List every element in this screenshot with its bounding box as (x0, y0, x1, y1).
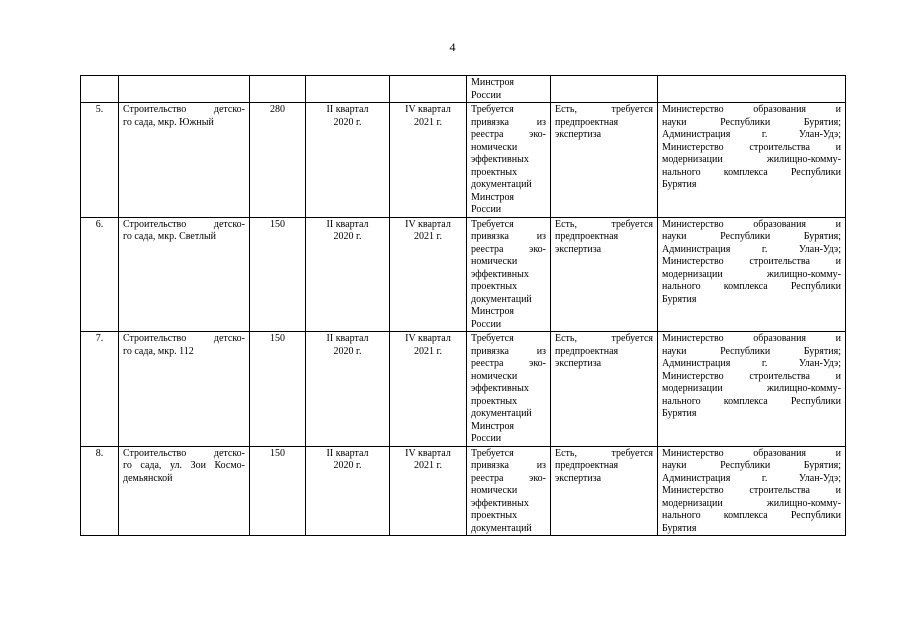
cell-text-line: 2020 г. (333, 116, 362, 128)
cell-name (119, 332, 250, 447)
cell-text-line: номически (471, 370, 518, 382)
cell-text-line: IV квартал (405, 104, 451, 115)
cell-expertise (551, 332, 658, 447)
table-row (81, 332, 846, 447)
cell-text-line: II квартал (326, 447, 369, 459)
cell-text-line: предпроектная (555, 345, 619, 357)
page-number: 4 (449, 40, 456, 54)
cell-end (390, 332, 467, 447)
cell-text-line: реестра эко- (471, 472, 546, 484)
cell-number: 7. (81, 332, 119, 447)
cell-text-line: предпроектная (555, 460, 619, 471)
cell-expertise (551, 103, 658, 218)
cell-responsible (658, 76, 846, 103)
cell-text-line: IV квартал (405, 447, 451, 459)
cell-text-line: го сада, мкр. Южный (123, 116, 214, 128)
cell-name (119, 76, 250, 103)
cell-text-line: науки Республики Бурятия; (662, 116, 841, 128)
cell-text-line: науки Республики Бурятия; (662, 231, 841, 242)
cell-text-line: проектных (471, 166, 518, 178)
cell-requirement (467, 332, 551, 447)
cell-text-line: го сада, ул. Зои Космо- (123, 460, 245, 471)
cell-end (390, 76, 467, 103)
cell-text-line: проектных (471, 281, 518, 292)
cell-start (306, 217, 390, 332)
cell-text-line: IV квартал (405, 218, 451, 230)
cell-text-line: экспертиза (555, 472, 602, 484)
cell-text-line: Строительство детско- (123, 104, 245, 115)
cell-text-line: Министерство строительства и (662, 141, 841, 153)
cell-text-line: привязка из (471, 460, 546, 471)
cell-text-line: предпроектная (555, 231, 619, 242)
cell-text-line: проектных (471, 395, 518, 407)
cell-text-line: Министерство образования и (662, 104, 841, 115)
cell-text-line: Администрация г. Улан-Удэ; (662, 358, 841, 369)
cell-responsible (658, 103, 846, 218)
cell-text-line: науки Республики Бурятия; (662, 460, 841, 471)
cell-text-line: экспертиза (555, 129, 602, 140)
cell-text-line: документаций (471, 522, 532, 534)
cell-number: 8. (81, 446, 119, 536)
cell-text-line: реестра эко- (471, 129, 546, 140)
cell-text-line: го сада, мкр. Светлый (123, 231, 217, 242)
cell-text-line: Минстроя (471, 306, 514, 317)
cell-responsible (658, 217, 846, 332)
cell-places: 280 (250, 103, 306, 218)
cell-text-line: Минстроя (471, 191, 514, 203)
cell-text-line: модернизации жилищно-комму- (662, 497, 841, 509)
cell-text-line: реестра эко- (471, 243, 546, 255)
cell-text-line: 2021 г. (414, 460, 442, 471)
cell-text-line: 2020 г. (333, 231, 362, 242)
cell-text-line: Есть, требуется (555, 104, 653, 115)
cell-text-line: Министерство строительства и (662, 370, 841, 382)
cell-text-line: Минстроя (471, 420, 514, 432)
cell-text-line: II квартал (326, 218, 369, 230)
cell-text-line: II квартал (326, 104, 369, 115)
cell-places: 150 (250, 446, 306, 536)
cell-places: 150 (250, 217, 306, 332)
cell-text-line: Требуется (471, 104, 514, 115)
cell-text-line: Министерство образования и (662, 447, 841, 459)
cell-text-line: реестра эко- (471, 358, 546, 369)
table-body (81, 76, 846, 536)
cell-text-line: нального комплекса Республики (662, 395, 841, 407)
cell-requirement (467, 446, 551, 536)
cell-text-line: привязка из (471, 116, 546, 128)
cell-start (306, 76, 390, 103)
cell-start (306, 446, 390, 536)
cell-end (390, 446, 467, 536)
cell-text-line: документаций (471, 293, 532, 305)
cell-text-line: Строительство детско- (123, 447, 245, 459)
cell-text-line: модернизации жилищно-комму- (662, 268, 841, 280)
cell-text-line: 2021 г. (414, 231, 442, 242)
cell-text-line: привязка из (471, 345, 546, 357)
cell-text-line: 2020 г. (333, 345, 362, 357)
cell-text-line: Министерство строительства и (662, 485, 841, 496)
table-row (81, 103, 846, 218)
cell-text-line: Бурятия (662, 522, 697, 534)
cell-text-line: Бурятия (662, 179, 697, 190)
cell-start (306, 332, 390, 447)
cell-requirement (467, 217, 551, 332)
cell-text-line: документаций (471, 408, 532, 419)
cell-expertise (551, 76, 658, 103)
cell-text-line: Есть, требуется (555, 333, 653, 344)
cell-number (81, 76, 119, 103)
cell-text-line: 2021 г. (414, 345, 442, 357)
cell-text-line: модернизации жилищно-комму- (662, 383, 841, 394)
cell-text-line: 2020 г. (333, 460, 362, 471)
cell-text-line: экспертиза (555, 243, 602, 255)
cell-text-line: номически (471, 141, 518, 153)
cell-text-line: России (471, 204, 502, 215)
cell-text-line: проектных (471, 510, 518, 521)
table-row-continuation (81, 76, 846, 103)
cell-text-line: Есть, требуется (555, 447, 653, 459)
cell-text-line: Министерство образования и (662, 218, 841, 230)
cell-text-line: Есть, требуется (555, 218, 653, 230)
cell-text-line: Бурятия (662, 293, 697, 305)
cell-places (250, 76, 306, 103)
cell-name (119, 103, 250, 218)
cell-text-line: эффективных (471, 154, 529, 165)
cell-text-line: Требуется (471, 333, 514, 344)
cell-name (119, 217, 250, 332)
cell-expertise (551, 446, 658, 536)
cell-text-line: IV квартал (405, 333, 451, 344)
cell-text-line: нального комплекса Республики (662, 510, 841, 521)
cell-end (390, 103, 467, 218)
cell-text-line: документаций (471, 179, 532, 190)
cell-text-line: России (471, 89, 502, 101)
cell-text-line: демьянской (123, 472, 173, 484)
cell-text-line: го сада, мкр. 112 (123, 345, 194, 357)
cell-text-line: науки Республики Бурятия; (662, 345, 841, 357)
cell-text-line: России (471, 318, 502, 330)
cell-text-line: Требуется (471, 447, 514, 459)
cell-text-line: Бурятия (662, 408, 697, 419)
cell-text-line: II квартал (326, 333, 369, 344)
cell-text-line: эффективных (471, 497, 529, 509)
table-row (81, 446, 846, 536)
objects-table (80, 75, 846, 536)
cell-text-line: номически (471, 256, 518, 267)
cell-requirement (467, 103, 551, 218)
cell-responsible (658, 332, 846, 447)
cell-text-line: нального комплекса Республики (662, 281, 841, 292)
cell-text-line: модернизации жилищно-комму- (662, 154, 841, 165)
cell-text-line: экспертиза (555, 358, 602, 369)
cell-text-line: Министерство строительства и (662, 256, 841, 267)
cell-end (390, 217, 467, 332)
cell-text-line: номически (471, 485, 518, 496)
cell-text-line: Министерство образования и (662, 333, 841, 344)
cell-name (119, 446, 250, 536)
cell-text-line: Требуется (471, 218, 514, 230)
cell-text-line: России (471, 433, 502, 444)
cell-text-line: эффективных (471, 383, 529, 394)
cell-text-line: Администрация г. Улан-Удэ; (662, 243, 841, 255)
cell-number: 5. (81, 103, 119, 218)
cell-text-line: Строительство детско- (123, 218, 245, 230)
cell-text-line: предпроектная (555, 116, 619, 128)
cell-text-line: нального комплекса Республики (662, 166, 841, 178)
cell-expertise (551, 217, 658, 332)
cell-text-line: привязка из (471, 231, 546, 242)
cell-text-line: Администрация г. Улан-Удэ; (662, 129, 841, 140)
cell-text-line: 2021 г. (414, 116, 442, 128)
cell-text-line: эффективных (471, 268, 529, 280)
cell-places: 150 (250, 332, 306, 447)
cell-number: 6. (81, 217, 119, 332)
cell-text-line: Администрация г. Улан-Удэ; (662, 472, 841, 484)
cell-requirement (467, 76, 551, 103)
cell-text-line: Минстроя (471, 77, 514, 88)
table-row (81, 217, 846, 332)
cell-start (306, 103, 390, 218)
cell-text-line: Строительство детско- (123, 333, 245, 344)
cell-responsible (658, 446, 846, 536)
